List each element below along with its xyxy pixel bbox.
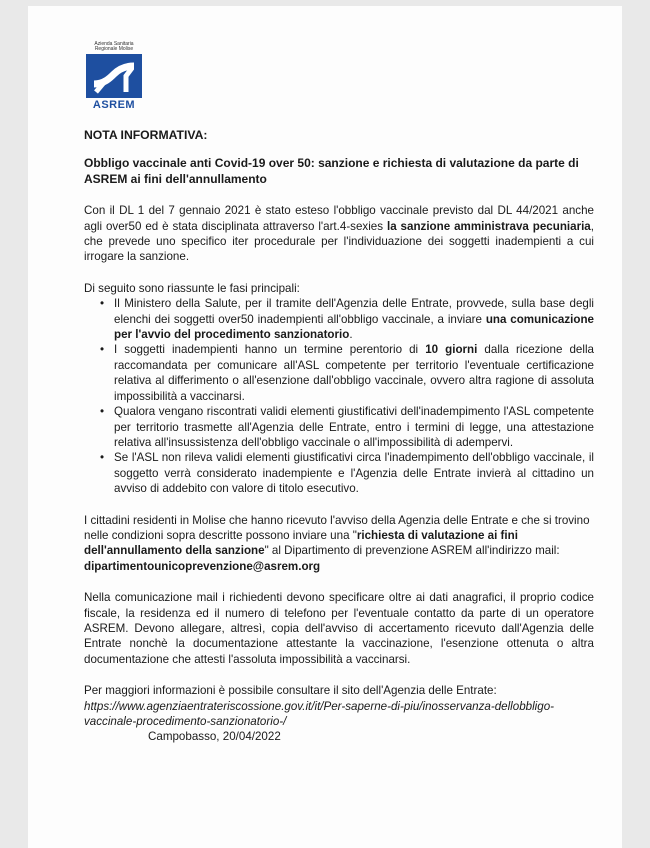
bullet-icon: • (100, 451, 105, 465)
more-info: Per maggiori informazioni è possibile consultare il sito dell'Agenzia delle Entrate: (84, 684, 497, 698)
list-item (100, 404, 594, 450)
residents-paragraph (84, 513, 594, 575)
phases-list (84, 296, 594, 496)
list-item (100, 296, 594, 342)
list-item (100, 342, 594, 404)
subject: Obbligo vaccinale anti Covid-19 over 50: sanzione e richiesta di valutazione da parte di ASREM ai fini dell'annullamento (84, 156, 579, 186)
list-item-text-end: dalla ricezione della raccomandata per comunicare all'ASL competente per territorio l'eventuale certificazione relativa al differimento o all'esenzione dall'obbligo vaccinale, ovvero altra ragione di assoluta impossibilità a vaccinarsi. (114, 343, 594, 403)
list-item-bold: una comunicazione per l'avvio del procedimento sanzionatorio (114, 312, 594, 342)
intro-bold: la sanzione amministrava pecuniaria (386, 219, 591, 233)
logo-name: ASREM (92, 99, 136, 111)
logo-line-1: Azienda Sanitaria (94, 41, 134, 47)
list-item-text: Qualora vengano riscontrati validi elementi giustificativi dell'inadempimento l'ASL competente per territorio trasmette all'Agenzia delle Entrate, entro i termini di legge, una attestazione relativa all'insussistenza dell'obbligo vaccinale o all'impossibilità di adempervi. (114, 405, 594, 449)
phases-intro: Di seguito sono riassunte le fasi principali: (84, 281, 300, 295)
residents-bold: richiesta di valutazione ai fini dell'annullamento della sanzione (84, 528, 518, 558)
list-item-bold: 10 giorni (425, 343, 478, 357)
list-item-text: Se l'ASL non rileva validi elementi giustificativi circa l'inadempimento dell'obbligo vaccinale, il soggetto verrà considerato inadempiente e l'Agenzia delle Entrate invierà al cittadino un avviso di addebito con valore di titolo esecutivo. (114, 451, 594, 496)
list-item-text: I soggetti inadempienti hanno un termine perentorio di (114, 343, 426, 357)
intro-text-2: , che prevede uno specifico iter procedurale per l'individuazione dei soggetti inadempienti a cui irrogare la sanzione. (84, 219, 594, 264)
place-date: Campobasso, 20/04/2022 (148, 730, 281, 744)
bullet-icon: • (100, 343, 105, 357)
bullet-icon: • (100, 297, 105, 311)
list-item-text-end: . (349, 328, 353, 342)
intro-paragraph (84, 203, 594, 265)
email-link[interactable]: dipartimentounicoprevenzione@asrem.org (84, 559, 321, 573)
asrem-logo (84, 42, 144, 111)
logo-line-2: Regionale Molise (94, 46, 134, 52)
list-item-text: Il Ministero della Salute, per il tramite dell'Agenzia delle Entrate, provvede, sulla base degli elenchi dei soggetti over50 inadempienti all'obbligo vaccinale, a inviare (114, 297, 594, 326)
intro-text-1: Con il DL 1 del 7 gennaio 2021 è stato esteso l'obbligo vaccinale previsto dal DL 44/2021 anche agli over50 ed è stata disciplinata attraverso l'art.4-sexies (84, 204, 594, 233)
bullet-icon: • (100, 405, 105, 419)
heading: NOTA INFORMATIVA: (84, 128, 208, 142)
document-page (28, 6, 622, 848)
asrem-emblem-icon (86, 54, 142, 98)
residents-text-1: I cittadini residenti in Molise che hanno ricevuto l'avviso della Agenzia delle Entrate e che si trovino nelle condizioni sopra descritte possono inviare una " (84, 513, 590, 542)
agency-url-link[interactable]: https://www.agenziaentrateriscossione.gov.it/it/Per-saperne-di-piu/inosservanza-dellobbligo-vaccinale-procedimento-sanzionatorio-/ (84, 699, 555, 728)
residents-text-2: " al Dipartimento di prevenzione ASREM all'indirizzo mail: (264, 544, 560, 558)
list-item (100, 450, 594, 496)
document-body (84, 128, 594, 745)
mail-note: Nella comunicazione mail i richiedenti devono specificare oltre ai dati anagrafici, il proprio codice fiscale, la residenza ed il numero di telefono per l'eventuale contatto da parte di un operatore ASREM. Devono allegare, altresì, copia dell'avviso di accertamento ricevuto dall'Agenzia delle Entrate nonchè la documentazione attestante la vaccinazione, l'esenzione ottenuta o altra documentazione che attesti l'assoluta impossibilità a vaccinarsi. (84, 591, 594, 666)
